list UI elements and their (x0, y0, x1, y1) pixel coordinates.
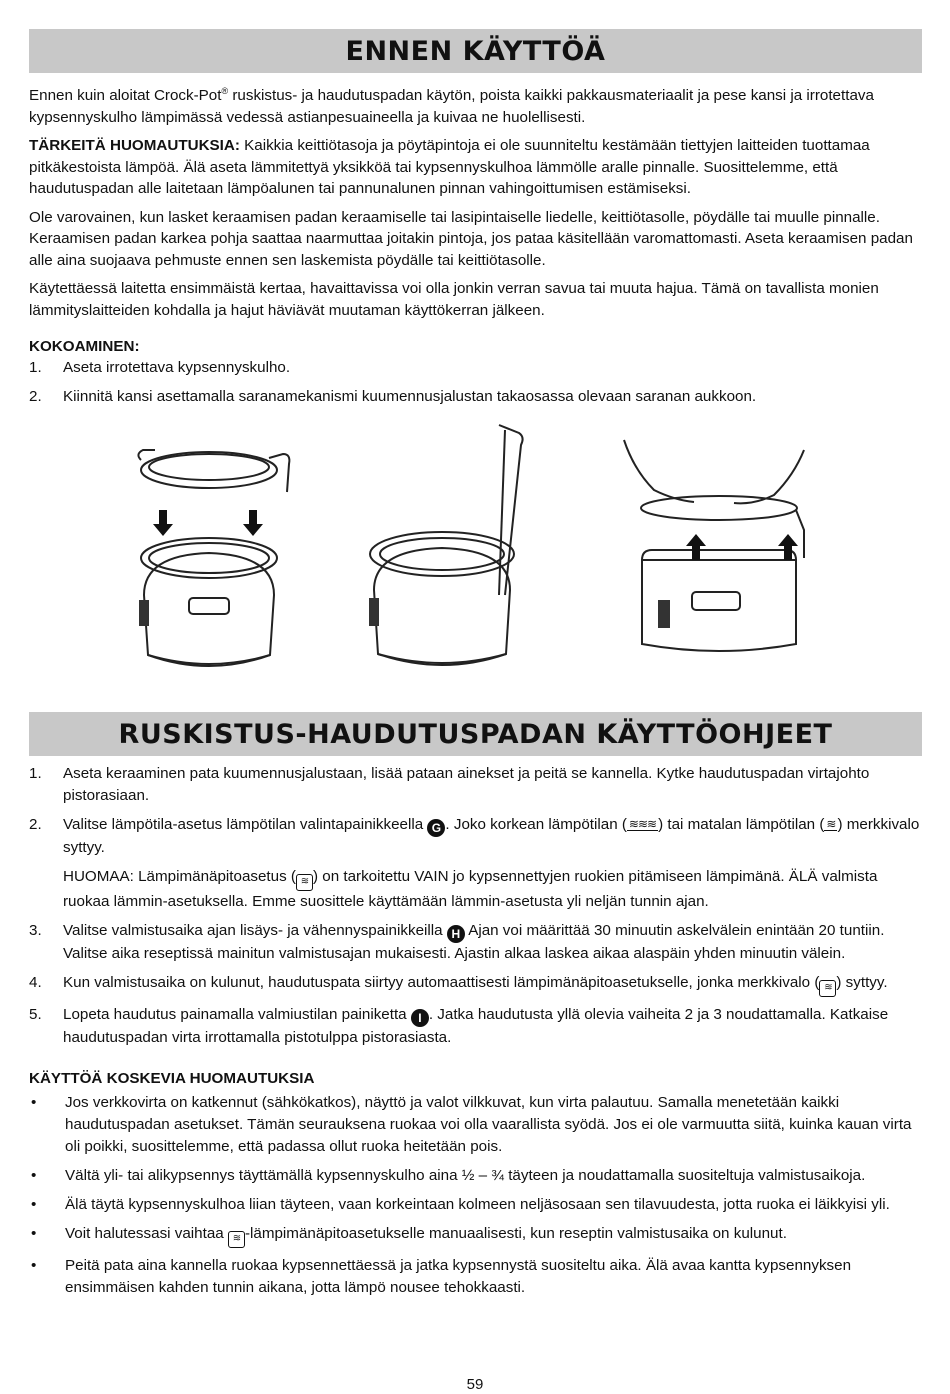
instruction-step: 4. Kun valmistusaika on kulunut, haudutuspata siirtyy automaattisesti lämpimänäpitoasetukselle, jonka merkkivalo ( ≋ ) syttyy. (29, 972, 922, 997)
instruction-step: 5. Lopeta haudutus painamalla valmiustilan painiketta I . Jatka haudutusta yllä olevia vaiheita 2 ja 3 noudattamalla. Katkaise haudutuspadan virta irrottamalla pistotulppa pistorasiasta. (29, 1006, 889, 1047)
control-h-badge: H (447, 925, 465, 943)
keep-warm-icon: ≋ (296, 874, 313, 891)
lid-lifting-illustration (614, 420, 824, 670)
usage-bullet: • Jos verkkovirta on katkennut (sähkökatkos), näyttö ja valot vilkkuvat, kun virta palautuu. Samalla menetetään kaikki haudutuspadan asetukset. Tämän seurauksena ruokaa voi olla vaarallista syödä. Jos ei ole varmuutta siitä, kuinka kauan virta oli poikki, suosittelemme, että padassa ollut ruoka heitetään pois. (31, 1094, 912, 1156)
instruction-step: 2. Valitse lämpötila-asetus lämpötilan valintapainikkeella G . Joko korkean lämpötilan ( ≋≋≋ ) tai matalan lämpötilan ( ≋ ) merkkivalo syttyy. (29, 816, 920, 857)
page-number: 59 (466, 1376, 484, 1393)
keep-warm-icon: ≋ (228, 1231, 245, 1248)
smoke-paragraph: Käytettäessä laitetta ensimmäistä kertaa, havaittavissa voi olla jonkin verran savua tai muuta hajua. Tämä on tavallista monien lämmityslaitteiden kohdalla ja hajut häviävät muutaman käyttökerran jälkeen. (29, 280, 879, 319)
control-i-badge: I (411, 1009, 429, 1027)
control-g-badge: G (427, 819, 445, 837)
instruction-step: 1. Aseta keraaminen pata kuumennusjalustaan, lisää pataan ainekset ja peitä se kannella. Kytke haudutuspadan virtajohto pistorasiaan. (29, 765, 870, 805)
low-heat-icon: ≋ (826, 817, 836, 832)
section-title-instructions: RUSKISTUS-HAUDUTUSPADAN KÄYTTÖOHJEET (29, 712, 922, 756)
assembly-heading: KOKOAMINEN: (29, 338, 140, 356)
keep-warm-icon: ≋ (819, 980, 836, 997)
intro-paragraph: Ennen kuin aloitat Crock-Pot® ruskistus- ja haudutuspadan käytön, poista kaikki pakkausmateriaalit ja pese kansi ja irrotettava kypsennyskulho lämpimässä vedessä astianpesuaineella ja kuivaa ne huolellisesti. (29, 86, 874, 126)
high-heat-icon: ≋≋≋ (628, 817, 657, 832)
assembly-step: 2. Kiinnitä kansi asettamalla saranamekanismi kuumennusjalustan takaosassa olevaan saranan aukkoon. (29, 388, 757, 406)
usage-bullet: • Voit halutessasi vaihtaa ≋ -lämpimänäpitoasetukselle manuaalisesti, kun reseptin valmistusaika on kulunut. (29, 1223, 922, 1248)
lid-lowering-illustration (129, 420, 309, 670)
ceramic-paragraph: Ole varovainen, kun lasket keraamisen padan keraamiselle tai lasipintaiselle liedelle, keittiötasolle, pöydälle tai muulle pinnalle. Keraamisen padan karkea pohja saattaa naarmuttaa joitakin pintoja, jos pataa käsitellään varomattomasti. Aseta keraamisen padan alle aina suojaava pehmuste ennen sen laskemista pöydälle tai keittiötasolle. (29, 208, 913, 269)
manual-page (29, 29, 922, 1306)
usage-bullet: • Vältä yli- tai alikypsennys täyttämällä kypsennyskulho aina ½ – ¾ täyteen ja noudattamalla suositeltuja valmistusaikoja. (31, 1167, 866, 1185)
lid-hinge-illustration (359, 420, 559, 670)
usage-bullet: • Älä täytä kypsennyskulhoa liian täyteen, vaan korkeintaan kolmeen neljäsosaan sen tilavuudesta, jotta ruoka ei läikkyisi yli. (31, 1196, 890, 1214)
assembly-illustrations (29, 420, 922, 690)
usage-bullet: • Peitä pata aina kannella ruokaa kypsennettäessä ja jatka kypsennystä suositeltu aika. Älä avaa kantta kypsennyksen ensimmäisen kahden tunnin aikana, jotta lämpö nousee tehokkaasti. (31, 1257, 852, 1297)
section-title-before-use: ENNEN KÄYTTÖÄ (29, 29, 922, 73)
instruction-step: 3. Valitse valmistusaika ajan lisäys- ja vähennyspainikkeilla H Ajan voi määrittää 30 minuutin askelvälein enintään 20 tuntiin. Valitse aika reseptissä mainitun valmistusajan mukaisesti. Ajastin alkaa laskea aikaa alaspäin yhden minuutin välein. (29, 922, 885, 963)
assembly-step: 1. Aseta irrotettava kypsennyskulho. (29, 359, 291, 377)
usage-notes-heading: KÄYTTÖÄ KOSKEVIA HUOMAUTUKSIA (29, 1070, 315, 1088)
warm-note: HUOMAA: Lämpimänäpitoasetus ( ≋ ) on tarkoitettu VAIN jo kypsennettyjen ruokien pitämiseen lämpimänä. ÄLÄ valmista ruokaa lämmin-asetuksella. Emme suosittele käyttämään lämmin-asetusta yli neljän tunnin ajan. (63, 868, 878, 911)
important-notice: TÄRKEITÄ HUOMAUTUKSIA: Kaikkia keittiötasoja ja pöytäpintoja ei ole suunniteltu kestämään tiettyjen laitteiden tuottamaa pitkäkestoista lämpöä. Älä aseta lämmitettyä yksikköä tai kypsennyskulhoa lämmölle aralle pinnalle. Suosittelemme, että haudutuspadan alle laitetaan lämpöalunen tai pannunalunen pinnan vahingoittumisen estämiseksi. (29, 137, 870, 198)
